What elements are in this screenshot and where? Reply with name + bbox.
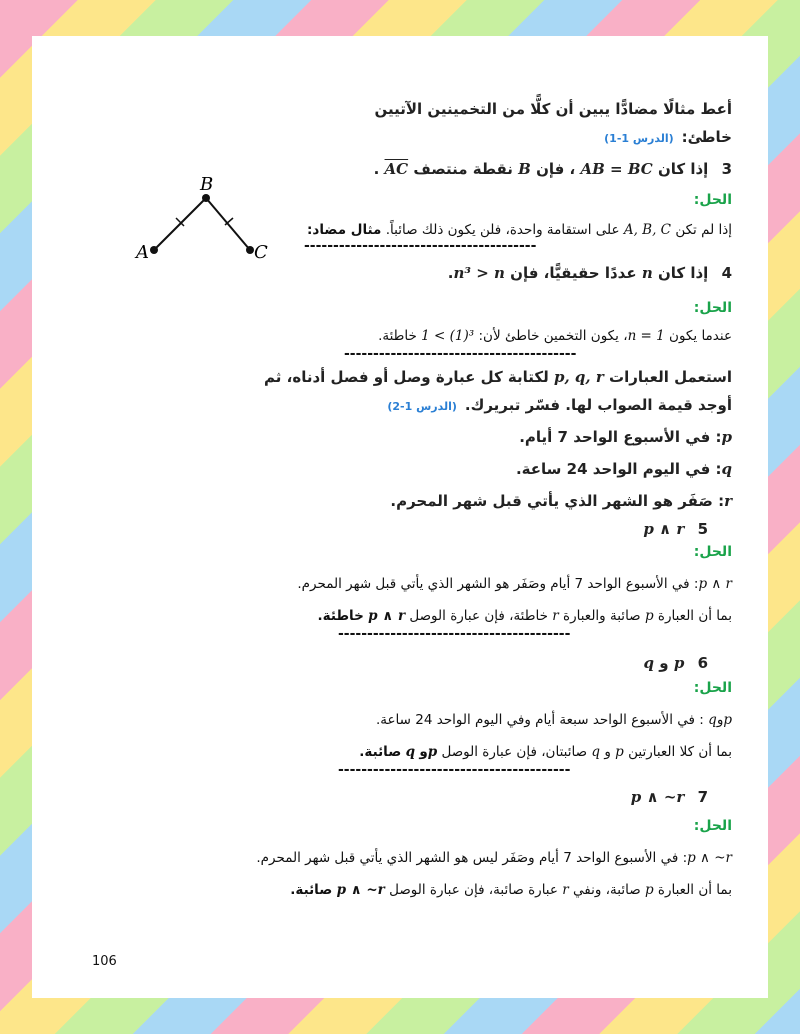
question-5: 5 p ∧ r <box>643 520 708 538</box>
label-a: A <box>136 242 149 263</box>
exercise-instructions-cont: خاطئ:(الدرس 1-1) <box>604 128 732 146</box>
q4-solution: عندما يكون n = 1، يكون التخمين خاطئ لأن: 1 < (1)³ خاطئة. <box>378 328 732 344</box>
q7-solution-line2: بما أن العبارة p صائبة، ونفي r عبارة صائبة، فإن عبارة الوصل p ∧ ~r صائبة. <box>290 882 732 898</box>
q7-solution-line1: p ∧ ~r: في الأسبوع الواحد 7 أيام وصَفَر ليس هو الشهر الذي يأتي قبل شهر المحرم. <box>256 850 732 866</box>
q6-solution-line1: pوq : في الأسبوع الواحد سبعة أيام وفي اليوم الواحد 24 ساعة. <box>375 712 732 728</box>
question-4: 4 إذا كان n عددًا حقيقيًّا، فإن n³ > n. <box>447 264 732 282</box>
exercise-instructions: أعط مثالًا مضادًّا يبين أن كلًّا من التخمينين الآتيين <box>374 100 732 118</box>
q3-solution: إذا لم تكن A, B, C على استقامة واحدة، فلن يكون ذلك صائباً. مثال مضاد: <box>307 222 732 238</box>
question-6: 6 p و q <box>643 654 708 672</box>
solution-label: الحل: <box>693 300 732 316</box>
solution-label: الحل: <box>693 680 732 696</box>
solution-label: الحل: <box>693 544 732 560</box>
question-3: 3 إذا كان AB = BC ، فإن B نقطة منتصف AC . <box>373 160 732 178</box>
counterexample-figure <box>136 174 312 266</box>
separator-line: ---------------------------------------- <box>304 238 537 254</box>
q5-solution-line1: p ∧ r: في الأسبوع الواحد 7 أيام وصَفَر هو الشهر الذي يأتي قبل شهر المحرم. <box>297 576 732 592</box>
statement-r: r: صَفَر هو الشهر الذي يأتي قبل شهر المحرم. <box>390 492 732 510</box>
statement-p: p: في الأسبوع الواحد 7 أيام. <box>519 428 732 446</box>
segment-ab <box>154 198 206 250</box>
document-page <box>32 36 768 998</box>
point-c <box>246 246 254 254</box>
question-7: 7 p ∧ ~r <box>630 788 708 806</box>
question-number: 3 <box>721 160 732 178</box>
separator-line: ---------------------------------------- <box>338 626 571 642</box>
label-b: B <box>200 174 214 195</box>
question-number: 6 <box>697 654 708 672</box>
q5-solution-line2: بما أن العبارة p صائبة والعبارة r خاطئة، فإن عبارة الوصل p ∧ r خاطئة. <box>317 608 732 624</box>
solution-label: الحل: <box>693 192 732 208</box>
lesson-reference: (الدرس 1-1) <box>604 132 674 145</box>
solution-label: الحل: <box>693 818 732 834</box>
point-b <box>202 194 210 202</box>
question-number: 4 <box>721 264 732 282</box>
question-number: 7 <box>697 788 708 806</box>
segment-ac: AC <box>384 160 409 178</box>
label-c: C <box>254 242 268 263</box>
section-instructions: استعمل العبارات p, q, r لكتابة كل عبارة وصل أو فصل أدناه، ثم <box>264 368 732 386</box>
statement-q: q: في اليوم الواحد 24 ساعة. <box>515 460 732 478</box>
segment-bc <box>206 198 250 250</box>
separator-line: ---------------------------------------- <box>344 346 577 362</box>
point-a <box>150 246 158 254</box>
page-number: 106 <box>92 954 117 969</box>
q6-solution-line2: بما أن كلا العبارتين p و q صائبتان، فإن عبارة الوصل pو q صائبة. <box>359 744 732 760</box>
section-instructions-cont: أوجد قيمة الصواب لها. فسّر تبريرك.(الدرس 1-2) <box>387 396 732 414</box>
lesson-reference: (الدرس 1-2) <box>387 400 457 413</box>
separator-line: ---------------------------------------- <box>338 762 571 778</box>
question-number: 5 <box>697 520 708 538</box>
